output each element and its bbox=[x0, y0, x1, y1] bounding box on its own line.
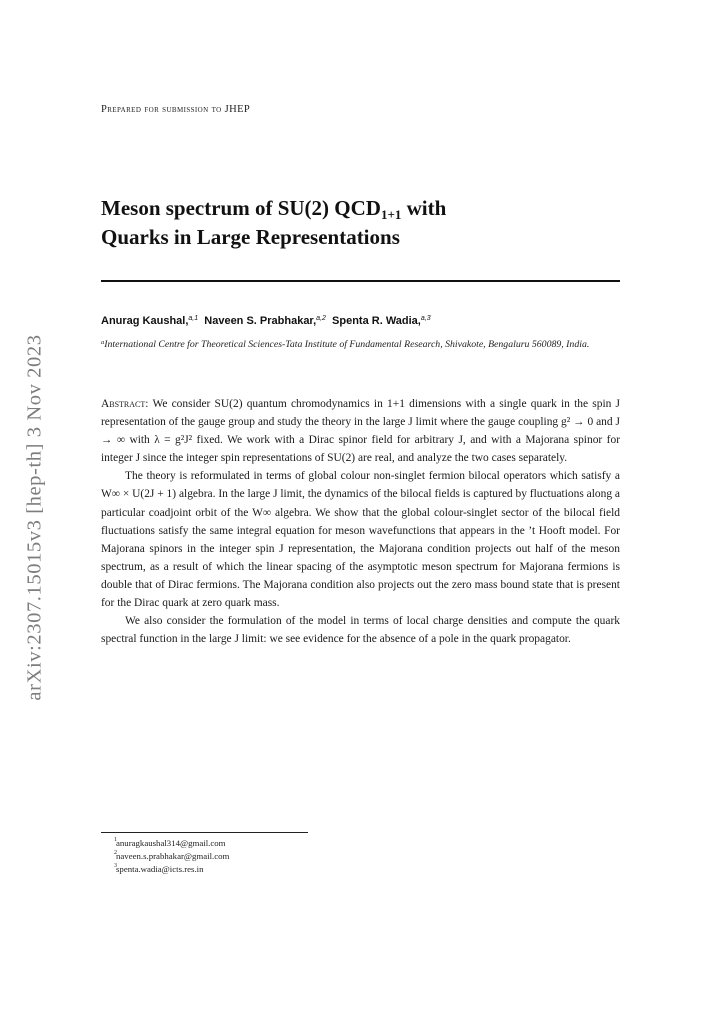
arxiv-identifier-text: arXiv:2307.15015v3 [hep-th] 3 Nov 2023 bbox=[23, 333, 46, 701]
abstract bbox=[101, 395, 620, 648]
abstract-paragraph: The theory is reformulated in terms of global colour non-singlet fermion bilocal operators which satisfy a W∞ × U(2J + 1) algebra. In the large J limit, the dynamics of the bilocal fields is captured by fluctuations along a particular coadjoint orbit of the W∞ algebra. We show that the global colour-singlet sector of the bilocal field fluctuations satisfy the same integral equation for meson wavefunctions that appears in the ’t Hooft model. For Majorana spinors in the integer spin J representation, the Majorana condition projects out half of the meson spectrum, as a result of which the linear spacing of the asymptotic meson spectrum for Majorana fermions is double that of Dirac fermions. The Majorana condition also projects out the zero mass bound state that is present for the Dirac quark at zero quark mass. bbox=[101, 470, 620, 610]
footnote bbox=[101, 863, 401, 876]
author-name: Anurag Kaushal, bbox=[101, 315, 189, 327]
author-3 bbox=[332, 315, 431, 327]
title-line1-prefix: Meson spectrum of SU(2) QCD bbox=[101, 196, 381, 220]
title-subscript: 1+1 bbox=[380, 207, 402, 222]
footnote-email[interactable]: spenta.wadia@icts.res.in bbox=[116, 864, 204, 874]
submission-note bbox=[101, 104, 250, 115]
arxiv-identifier-stamp bbox=[20, 322, 50, 712]
title-line1-suffix: with bbox=[401, 196, 447, 220]
abstract-paragraph-text: We consider SU(2) quantum chromodynamics in 1+1 dimensions with a single quark in the spin J representation of the gauge group and study the theory in the large J limit where the gauge coupling g² → 0 and J → ∞ with λ = g²J² fixed. We work with a Dirac spinor field for arbitrary J, and with a Majorana spinor for integer J since the integer spin representations of SU(2) are real, and analyze the two cases separately. bbox=[101, 398, 620, 465]
footnote-email[interactable]: naveen.s.prabhakar@gmail.com bbox=[116, 851, 230, 861]
author-name: Spenta R. Wadia, bbox=[332, 315, 421, 327]
author-affiliation-mark: a,1 bbox=[188, 315, 199, 322]
abstract-paragraph: We also consider the formulation of the model in terms of local charge densities and compute the quark spectral function in the large J limit: we see evidence for the absence of a pole in the quark propagator. bbox=[101, 615, 620, 646]
author-affiliation-mark: a,2 bbox=[316, 315, 326, 322]
journal-name: JHEP bbox=[224, 104, 251, 115]
prepared-label: Prepared for submission to bbox=[101, 104, 222, 115]
footnote bbox=[101, 837, 401, 850]
footnote-mark: 3 bbox=[114, 863, 117, 869]
author-name: Naveen S. Prabhakar, bbox=[204, 315, 317, 327]
author-list bbox=[101, 315, 621, 327]
footnotes bbox=[101, 837, 401, 876]
abstract-label: Abstract: bbox=[101, 398, 149, 410]
footnote-mark: 2 bbox=[114, 850, 117, 856]
title-line2: Quarks in Large Representations bbox=[101, 225, 400, 249]
footnote bbox=[101, 850, 401, 863]
affiliation-text: International Centre for Theoretical Sciences-Tata Institute of Fundamental Research, Shivakote, Bengaluru 560089, India. bbox=[104, 339, 590, 350]
author-2 bbox=[204, 315, 326, 327]
footnote-email[interactable]: anuragkaushal314@gmail.com bbox=[116, 838, 226, 848]
author-1 bbox=[101, 315, 198, 327]
paper-title bbox=[101, 194, 621, 252]
abstract-paragraph bbox=[101, 395, 620, 467]
affiliation-mark: a bbox=[101, 339, 105, 346]
footnote-divider bbox=[101, 832, 308, 833]
footnote-mark: 1 bbox=[114, 837, 117, 843]
author-affiliation-mark: a,3 bbox=[420, 315, 431, 322]
title-divider bbox=[101, 280, 620, 282]
affiliation bbox=[101, 337, 621, 353]
